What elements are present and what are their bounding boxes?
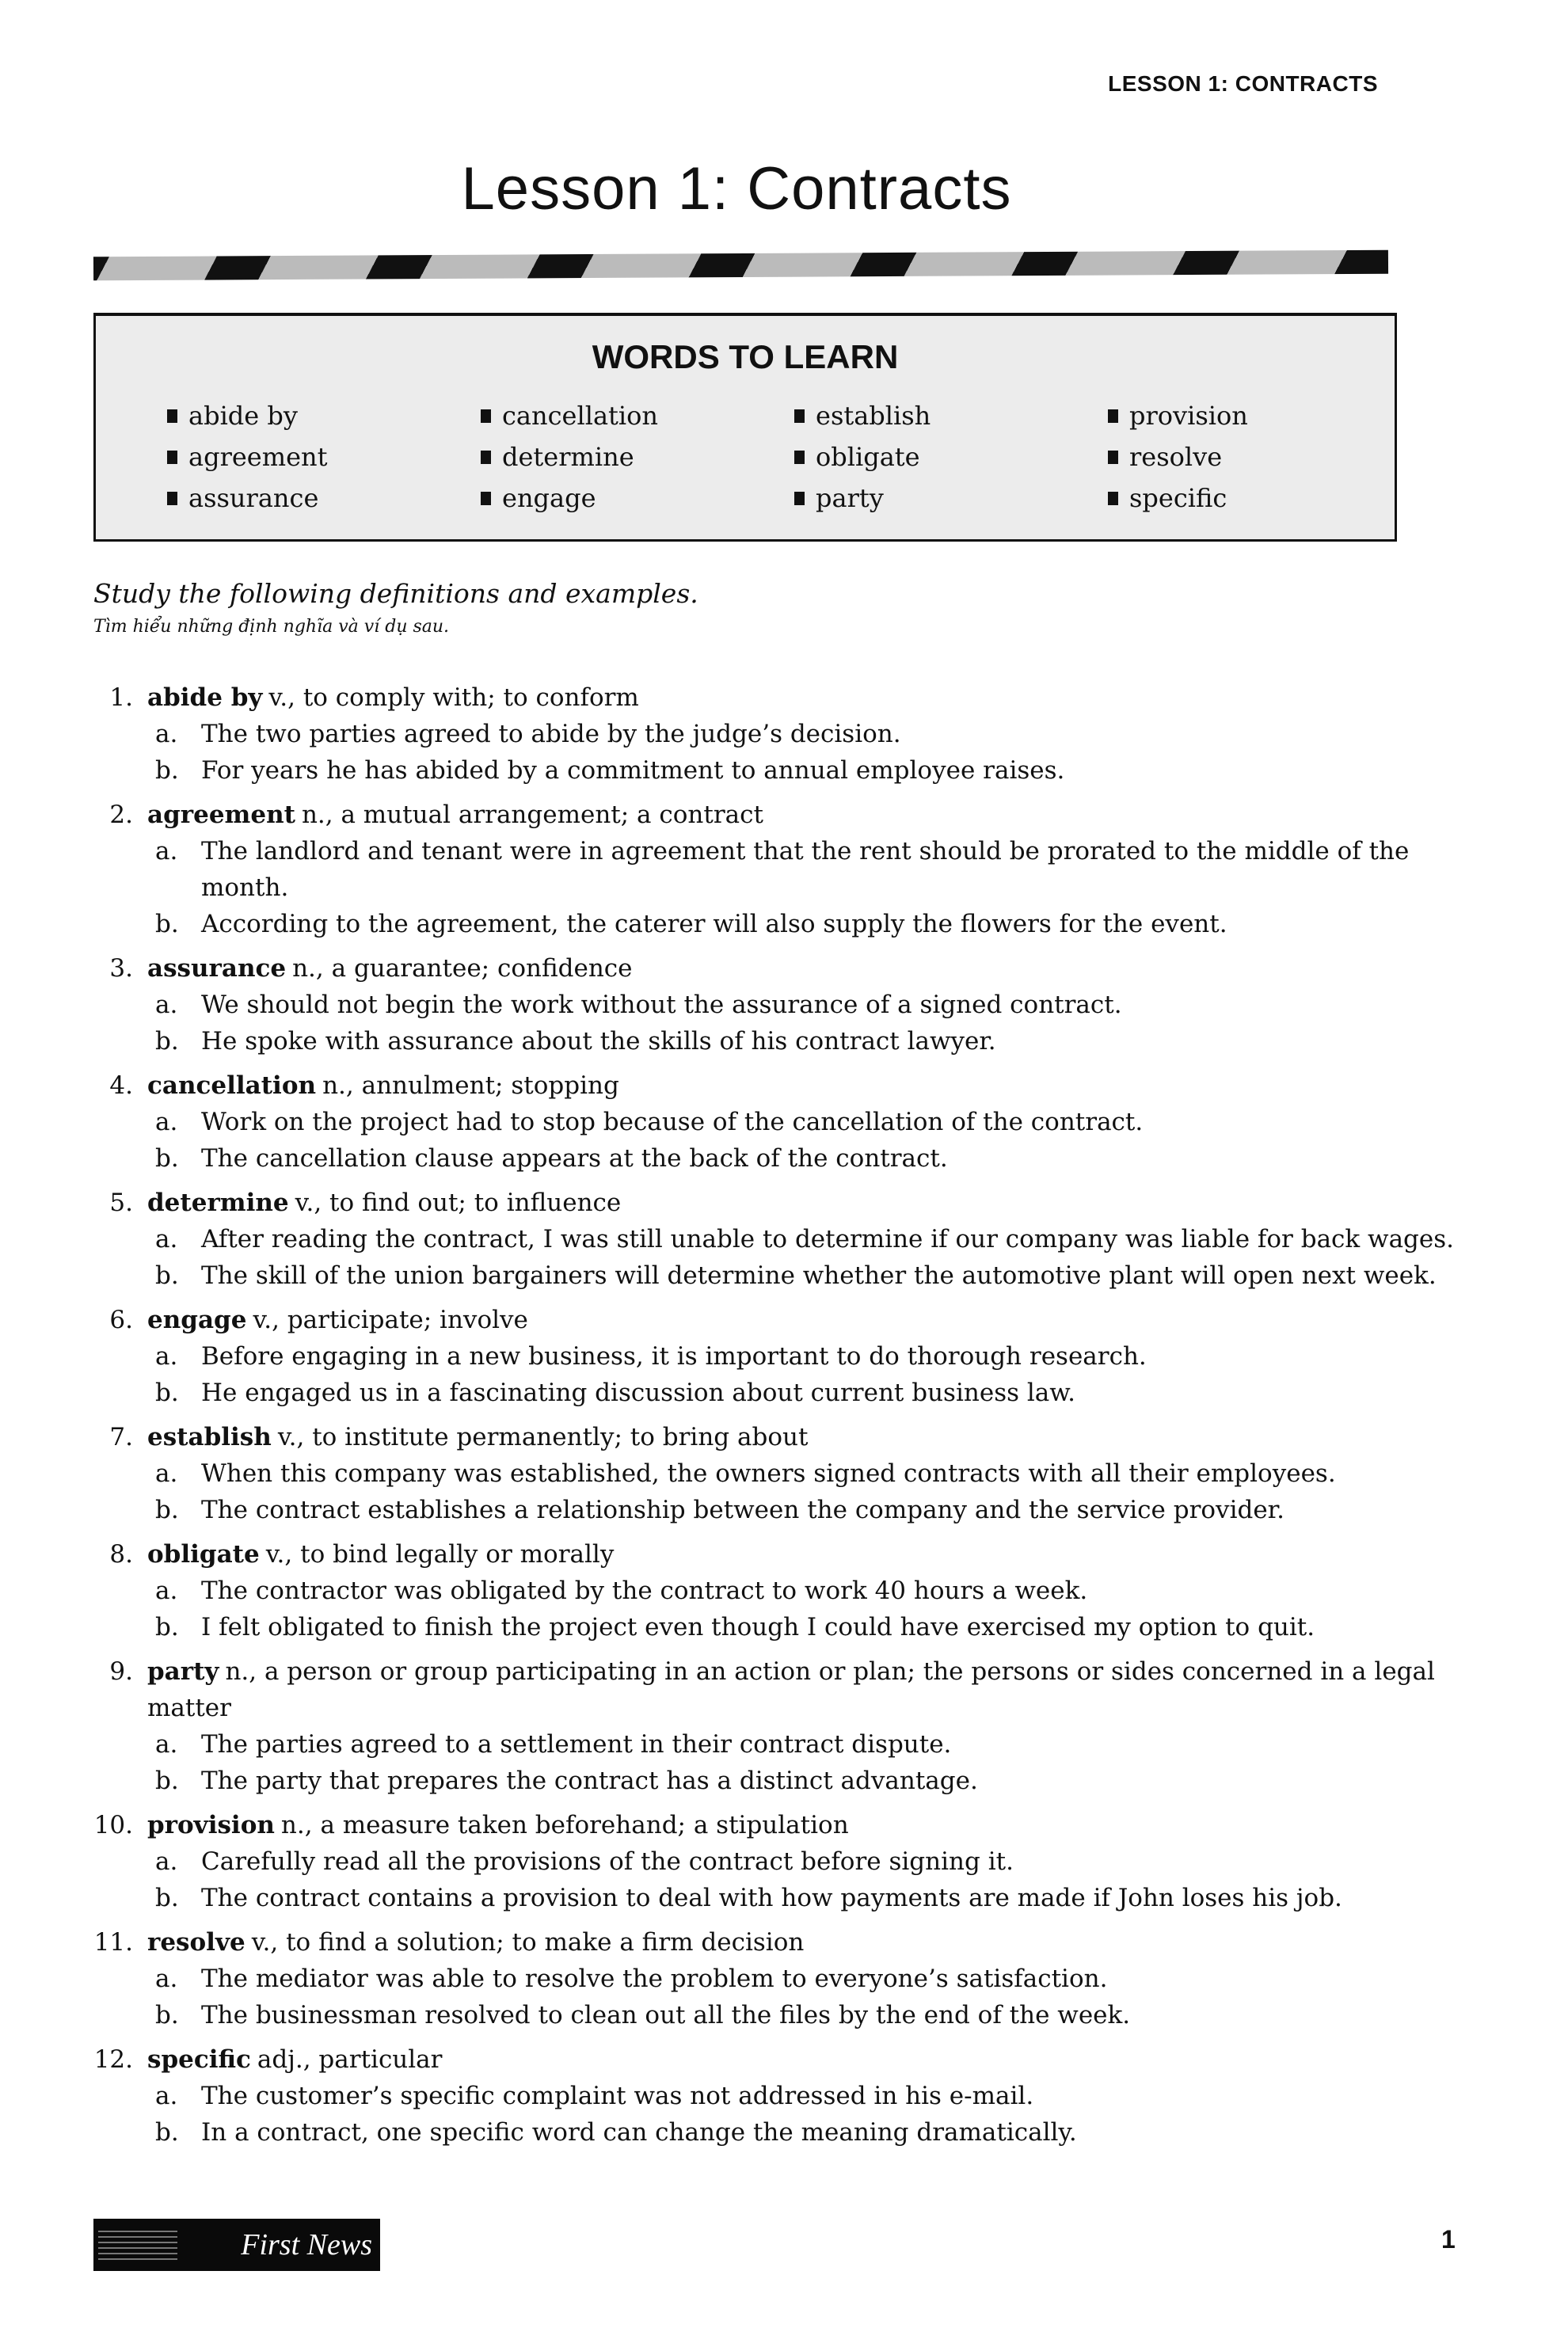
word-label: cancellation — [502, 401, 658, 431]
example-text: The skill of the union bargainers will determine whether the automotive plant will open next week. — [201, 1261, 1437, 1290]
example-text: The contractor was obligated by the contract to work 40 hours a week. — [201, 1577, 1088, 1605]
entry-number: 2. — [109, 801, 133, 829]
example-text: The customer’s specific complaint was not addressed in his e-mail. — [201, 2082, 1034, 2110]
entry-definition: v., to bind legally or morally — [265, 1540, 615, 1569]
example-sentence — [155, 1257, 1473, 1294]
example-label: b. — [155, 2118, 179, 2147]
example-text: Before engaging in a new business, it is important to do thorough research. — [201, 1342, 1147, 1371]
words-to-learn-box — [93, 313, 1397, 542]
definition-entry — [95, 1067, 1473, 1177]
word-list — [167, 395, 1363, 519]
example-label: a. — [155, 1108, 178, 1136]
example-text: Work on the project had to stop because of the cancellation of the contract. — [201, 1108, 1144, 1136]
entry-term: resolve — [147, 1928, 245, 1957]
entry-number: 4. — [109, 1071, 133, 1100]
example-sentence — [155, 833, 1473, 906]
example-sentence — [155, 1104, 1473, 1140]
square-bullet-icon — [481, 492, 491, 505]
definition-entry — [95, 1924, 1473, 2033]
example-text: The two parties agreed to abide by the judge’s decision. — [201, 720, 901, 748]
word-item — [1108, 436, 1393, 477]
word-label: resolve — [1129, 442, 1223, 472]
word-label: assurance — [188, 483, 319, 513]
logo-lines-decoration — [98, 2227, 177, 2263]
example-label: b. — [155, 756, 179, 785]
example-text: The party that prepares the contract has a distinct advantage. — [201, 1767, 978, 1795]
example-sentence — [155, 1375, 1473, 1411]
decorative-stripe-divider — [93, 250, 1388, 281]
publisher-name: First News — [241, 2228, 372, 2261]
example-sentence — [155, 1023, 1473, 1059]
word-item — [1108, 477, 1393, 519]
example-sentence — [155, 1997, 1473, 2033]
word-label: abide by — [188, 401, 298, 431]
entry-number: 12. — [93, 2045, 133, 2074]
example-label: a. — [155, 1225, 178, 1253]
example-text: I felt obligated to finish the project even though I could have exercised my option to quit. — [201, 1613, 1315, 1641]
example-text: Carefully read all the provisions of the contract before signing it. — [201, 1847, 1014, 1876]
example-label: a. — [155, 1730, 178, 1759]
example-label: b. — [155, 1884, 179, 1912]
entry-number: 7. — [109, 1423, 133, 1451]
entry-definition: n., a measure taken beforehand; a stipulation — [280, 1811, 849, 1839]
example-text: The businessman resolved to clean out all the files by the end of the week. — [201, 2001, 1131, 2029]
example-text: He spoke with assurance about the skills of his contract lawyer. — [201, 1027, 996, 1056]
entry-number: 8. — [109, 1540, 133, 1569]
instructions — [93, 578, 698, 637]
entry-number: 5. — [109, 1189, 133, 1217]
entry-definition: n., a mutual arrangement; a contract — [301, 801, 763, 829]
entry-definition: v., to institute permanently; to bring about — [277, 1423, 809, 1451]
example-label: b. — [155, 1027, 179, 1056]
example-label: a. — [155, 2082, 178, 2110]
example-label: a. — [155, 991, 178, 1019]
entry-definition: n., annulment; stopping — [322, 1071, 619, 1100]
entry-number: 6. — [109, 1306, 133, 1334]
example-sentence — [155, 1880, 1473, 1916]
definition-entry — [95, 797, 1473, 942]
example-label: b. — [155, 1613, 179, 1641]
word-item — [481, 477, 794, 519]
example-sentence — [155, 1763, 1473, 1799]
entry-term: cancellation — [147, 1071, 317, 1100]
square-bullet-icon — [167, 492, 177, 505]
example-label: a. — [155, 837, 178, 865]
definition-list — [95, 679, 1473, 2159]
example-sentence — [155, 1221, 1473, 1257]
example-label: a. — [155, 1847, 178, 1876]
example-sentence — [155, 1726, 1473, 1763]
square-bullet-icon — [167, 409, 177, 423]
square-bullet-icon — [794, 451, 805, 464]
entry-term: assurance — [147, 954, 287, 983]
entry-term: party — [147, 1657, 219, 1686]
definition-entry — [95, 1653, 1473, 1799]
entry-term: obligate — [147, 1540, 260, 1569]
example-sentence — [155, 1338, 1473, 1375]
words-to-learn-title: WORDS TO LEARN — [592, 338, 899, 375]
entry-definition: n., a person or group participating in an action or plan; the persons or sides concerned in a legal matter — [147, 1657, 1435, 1722]
example-label: a. — [155, 720, 178, 748]
word-item — [794, 395, 1108, 436]
example-label: b. — [155, 1767, 179, 1795]
word-item — [481, 436, 794, 477]
word-item — [1108, 395, 1393, 436]
word-label: engage — [502, 483, 596, 513]
definition-entry — [95, 1419, 1473, 1528]
example-sentence — [155, 1609, 1473, 1645]
word-item — [167, 395, 481, 436]
example-text: The contract contains a provision to deal with how payments are made if John loses his job. — [201, 1884, 1342, 1912]
word-item — [167, 477, 481, 519]
example-sentence — [155, 1843, 1473, 1880]
example-label: b. — [155, 1261, 179, 1290]
word-item — [167, 436, 481, 477]
entry-number: 11. — [93, 1928, 133, 1957]
example-text: The landlord and tenant were in agreement that the rent should be prorated to the middle of the month. — [201, 837, 1410, 902]
entry-number: 3. — [109, 954, 133, 983]
definition-entry — [95, 2041, 1473, 2151]
word-label: provision — [1129, 401, 1248, 431]
entry-term: determine — [147, 1189, 289, 1217]
entry-term: engage — [147, 1306, 247, 1334]
example-sentence — [155, 2078, 1473, 2114]
example-label: b. — [155, 910, 179, 938]
example-text: The contract establishes a relationship between the company and the service provider. — [201, 1496, 1284, 1524]
example-label: b. — [155, 1144, 179, 1173]
example-text: The parties agreed to a settlement in their contract dispute. — [201, 1730, 952, 1759]
word-item — [794, 477, 1108, 519]
example-sentence — [155, 906, 1473, 942]
example-sentence — [155, 1455, 1473, 1492]
example-text: He engaged us in a fascinating discussion about current business law. — [201, 1379, 1075, 1407]
square-bullet-icon — [167, 451, 177, 464]
definition-entry — [95, 950, 1473, 1059]
example-text: According to the agreement, the caterer will also supply the flowers for the event. — [201, 910, 1227, 938]
word-label: determine — [502, 442, 634, 472]
entry-term: specific — [147, 2045, 251, 2074]
square-bullet-icon — [1108, 451, 1118, 464]
definition-entry — [95, 1807, 1473, 1916]
example-label: a. — [155, 1577, 178, 1605]
instructions-vietnamese: Tìm hiểu những định nghĩa và ví dụ sau. — [93, 617, 450, 637]
example-label: a. — [155, 1965, 178, 1993]
square-bullet-icon — [794, 409, 805, 423]
entry-number: 10. — [93, 1811, 133, 1839]
example-sentence — [155, 752, 1473, 789]
example-label: b. — [155, 2001, 179, 2029]
entry-term: agreement — [147, 801, 295, 829]
example-label: a. — [155, 1459, 178, 1488]
entry-definition: v., to find out; to influence — [295, 1189, 622, 1217]
page-number: 1 — [1441, 2225, 1456, 2254]
word-label: obligate — [816, 442, 920, 472]
example-text: After reading the contract, I was still unable to determine if our company was liable for back wages. — [201, 1225, 1455, 1253]
example-text: We should not begin the work without the assurance of a signed contract. — [201, 991, 1122, 1019]
entry-term: provision — [147, 1811, 275, 1839]
entry-definition: v., participate; involve — [253, 1306, 528, 1334]
definition-entry — [95, 1302, 1473, 1411]
square-bullet-icon — [481, 451, 491, 464]
publisher-logo — [93, 2219, 380, 2271]
word-item — [794, 436, 1108, 477]
instructions-english: Study the following definitions and examples. — [93, 578, 698, 609]
entry-term: establish — [147, 1423, 272, 1451]
word-label: establish — [816, 401, 931, 431]
entry-definition: adj., particular — [257, 2045, 443, 2074]
example-sentence — [155, 716, 1473, 752]
word-label: specific — [1129, 483, 1227, 513]
example-label: b. — [155, 1496, 179, 1524]
example-text: The cancellation clause appears at the back of the contract. — [201, 1144, 948, 1173]
square-bullet-icon — [1108, 409, 1118, 423]
example-sentence — [155, 1140, 1473, 1177]
entry-number: 9. — [109, 1657, 133, 1686]
square-bullet-icon — [481, 409, 491, 423]
example-sentence — [155, 987, 1473, 1023]
example-label: b. — [155, 1379, 179, 1407]
definition-entry — [95, 679, 1473, 789]
entry-definition: n., a guarantee; confidence — [292, 954, 633, 983]
square-bullet-icon — [1108, 492, 1118, 505]
running-head: LESSON 1: CONTRACTS — [1108, 71, 1378, 96]
entry-definition: v., to find a solution; to make a firm decision — [251, 1928, 805, 1957]
word-item — [481, 395, 794, 436]
word-label: party — [816, 483, 884, 513]
word-label: agreement — [188, 442, 328, 472]
definition-entry — [95, 1185, 1473, 1294]
entry-definition: v., to comply with; to conform — [268, 683, 639, 712]
example-text: In a contract, one specific word can change the meaning dramatically. — [201, 2118, 1077, 2147]
example-text: The mediator was able to resolve the problem to everyone’s satisfaction. — [201, 1965, 1108, 1993]
example-sentence — [155, 1573, 1473, 1609]
square-bullet-icon — [794, 492, 805, 505]
entry-number: 1. — [109, 683, 133, 712]
example-text: For years he has abided by a commitment to annual employee raises. — [201, 756, 1065, 785]
entry-term: abide by — [147, 683, 263, 712]
example-label: a. — [155, 1342, 178, 1371]
page-title: Lesson 1: Contracts — [461, 155, 1012, 223]
example-sentence — [155, 2114, 1473, 2151]
example-sentence — [155, 1961, 1473, 1997]
example-text: When this company was established, the owners signed contracts with all their employees. — [201, 1459, 1336, 1488]
example-sentence — [155, 1492, 1473, 1528]
definition-entry — [95, 1536, 1473, 1645]
